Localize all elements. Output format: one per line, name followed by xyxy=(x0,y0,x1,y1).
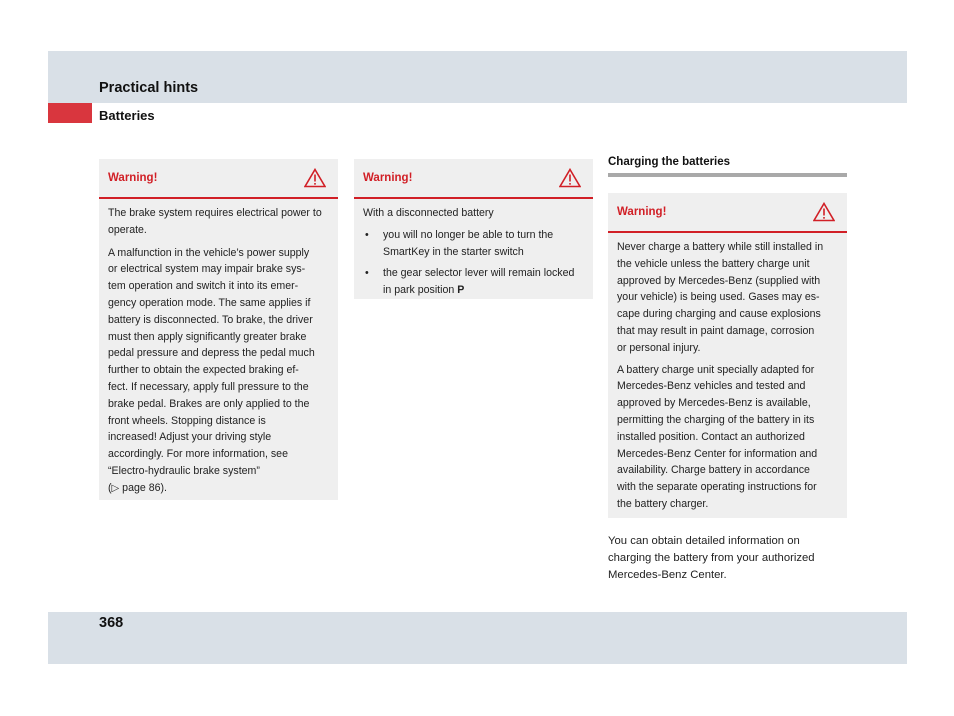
page-number: 368 xyxy=(99,615,124,631)
ref-text: page 86). xyxy=(119,481,167,494)
ref-paren: ( xyxy=(108,481,112,494)
warning-paragraph: The brake system requires electrical power to operate. xyxy=(108,207,322,236)
warning-body xyxy=(99,199,338,511)
text-line: the battery charger. xyxy=(617,497,709,510)
warning-box-brake xyxy=(99,159,338,500)
text-line: cape during charging and cause explosions xyxy=(617,308,821,321)
bullet-icon: • xyxy=(365,228,369,241)
text-line: installed position. Contact an authorized xyxy=(617,430,805,443)
text-line: charging the battery from your authorized xyxy=(608,552,815,564)
warning-label: Warning! xyxy=(363,172,413,184)
text-line: with the separate operating instructions for xyxy=(617,481,817,494)
text-line: “Electro-hydraulic brake system” xyxy=(108,464,260,477)
bullet-icon: • xyxy=(365,267,369,280)
text-line: approved by Mercedes-Benz (supplied with xyxy=(617,274,821,287)
text-line: must then apply significantly greater brake xyxy=(108,330,307,343)
warning-box-disconnected-battery xyxy=(354,159,593,299)
list-item xyxy=(363,265,584,299)
list-item xyxy=(363,227,584,261)
text-line: Never charge a battery while still installed in xyxy=(617,241,824,253)
text-line: the vehicle unless the battery charge unit xyxy=(617,257,810,270)
text-line: brake pedal. Brakes are only applied to the xyxy=(108,397,310,410)
text-line: fect. If necessary, apply full pressure to the xyxy=(108,380,309,393)
text-line: your vehicle) is being used. Gases may es- xyxy=(617,291,820,304)
warning-body xyxy=(608,233,847,526)
subsection-title: Batteries xyxy=(99,108,155,123)
text-line: pedal pressure and depress the pedal much xyxy=(108,347,315,360)
warning-header xyxy=(608,193,847,233)
text-line: gency operation mode. The same applies if xyxy=(108,296,311,309)
info-paragraph xyxy=(608,533,853,584)
warning-body xyxy=(354,199,593,312)
warning-paragraph xyxy=(617,239,838,357)
warning-header xyxy=(354,159,593,199)
text-line: permitting the charging of the battery in its xyxy=(617,413,815,426)
text-line: or personal injury. xyxy=(617,341,701,354)
text-line: A malfunction in the vehicle’s power supply xyxy=(108,246,310,259)
text-line: availability. Charge battery in accordance xyxy=(617,464,810,477)
gear-position-label: P xyxy=(457,284,465,297)
warning-triangle-icon xyxy=(304,168,326,188)
warning-triangle-icon xyxy=(559,168,581,188)
text-line: You can obtain detailed information on xyxy=(608,535,800,547)
heading-rule xyxy=(608,173,847,177)
text-line: tem operation and switch it into its emer- xyxy=(108,280,299,293)
text-line: battery is disconnected. To brake, the driver xyxy=(108,313,313,326)
text-line: A battery charge unit specially adapted for xyxy=(617,363,815,376)
warning-triangle-icon xyxy=(813,202,835,222)
page-reference[interactable] xyxy=(108,482,167,494)
text-line: front wheels. Stopping distance is xyxy=(108,414,266,427)
list-item-text: you will no longer be able to turn the SmartKey in the starter switch xyxy=(383,228,554,258)
text-line: or electrical system may impair brake sys- xyxy=(108,263,306,276)
warning-paragraph xyxy=(617,362,838,513)
text-line: that may result in paint damage, corrosion xyxy=(617,324,815,337)
column-heading: Charging the batteries xyxy=(608,156,731,168)
text-line: accordingly. For more information, see xyxy=(108,448,288,461)
text-line: Mercedes-Benz vehicles and tested and xyxy=(617,380,806,393)
text-line: increased! Adjust your driving style xyxy=(108,431,272,444)
warning-label: Warning! xyxy=(108,172,158,184)
text-line: further to obtain the expected braking ef- xyxy=(108,364,299,377)
warning-paragraph xyxy=(108,245,329,498)
text-line: Mercedes-Benz Center. xyxy=(608,569,727,581)
page-ref-arrow-icon: ▷ xyxy=(111,482,120,494)
text-line: approved by Mercedes-Benz is available, xyxy=(617,397,811,410)
list-item-text: the gear selector lever will remain locked in park position xyxy=(383,267,575,297)
footer-band xyxy=(48,612,907,664)
warning-box-charging xyxy=(608,193,847,518)
text-line: Mercedes-Benz Center for information and xyxy=(617,447,818,460)
warning-list xyxy=(363,227,584,299)
warning-header xyxy=(99,159,338,199)
warning-intro: With a disconnected battery xyxy=(363,207,494,219)
warning-label: Warning! xyxy=(617,206,667,218)
section-title: Practical hints xyxy=(99,80,199,96)
section-tab-marker xyxy=(48,103,92,123)
